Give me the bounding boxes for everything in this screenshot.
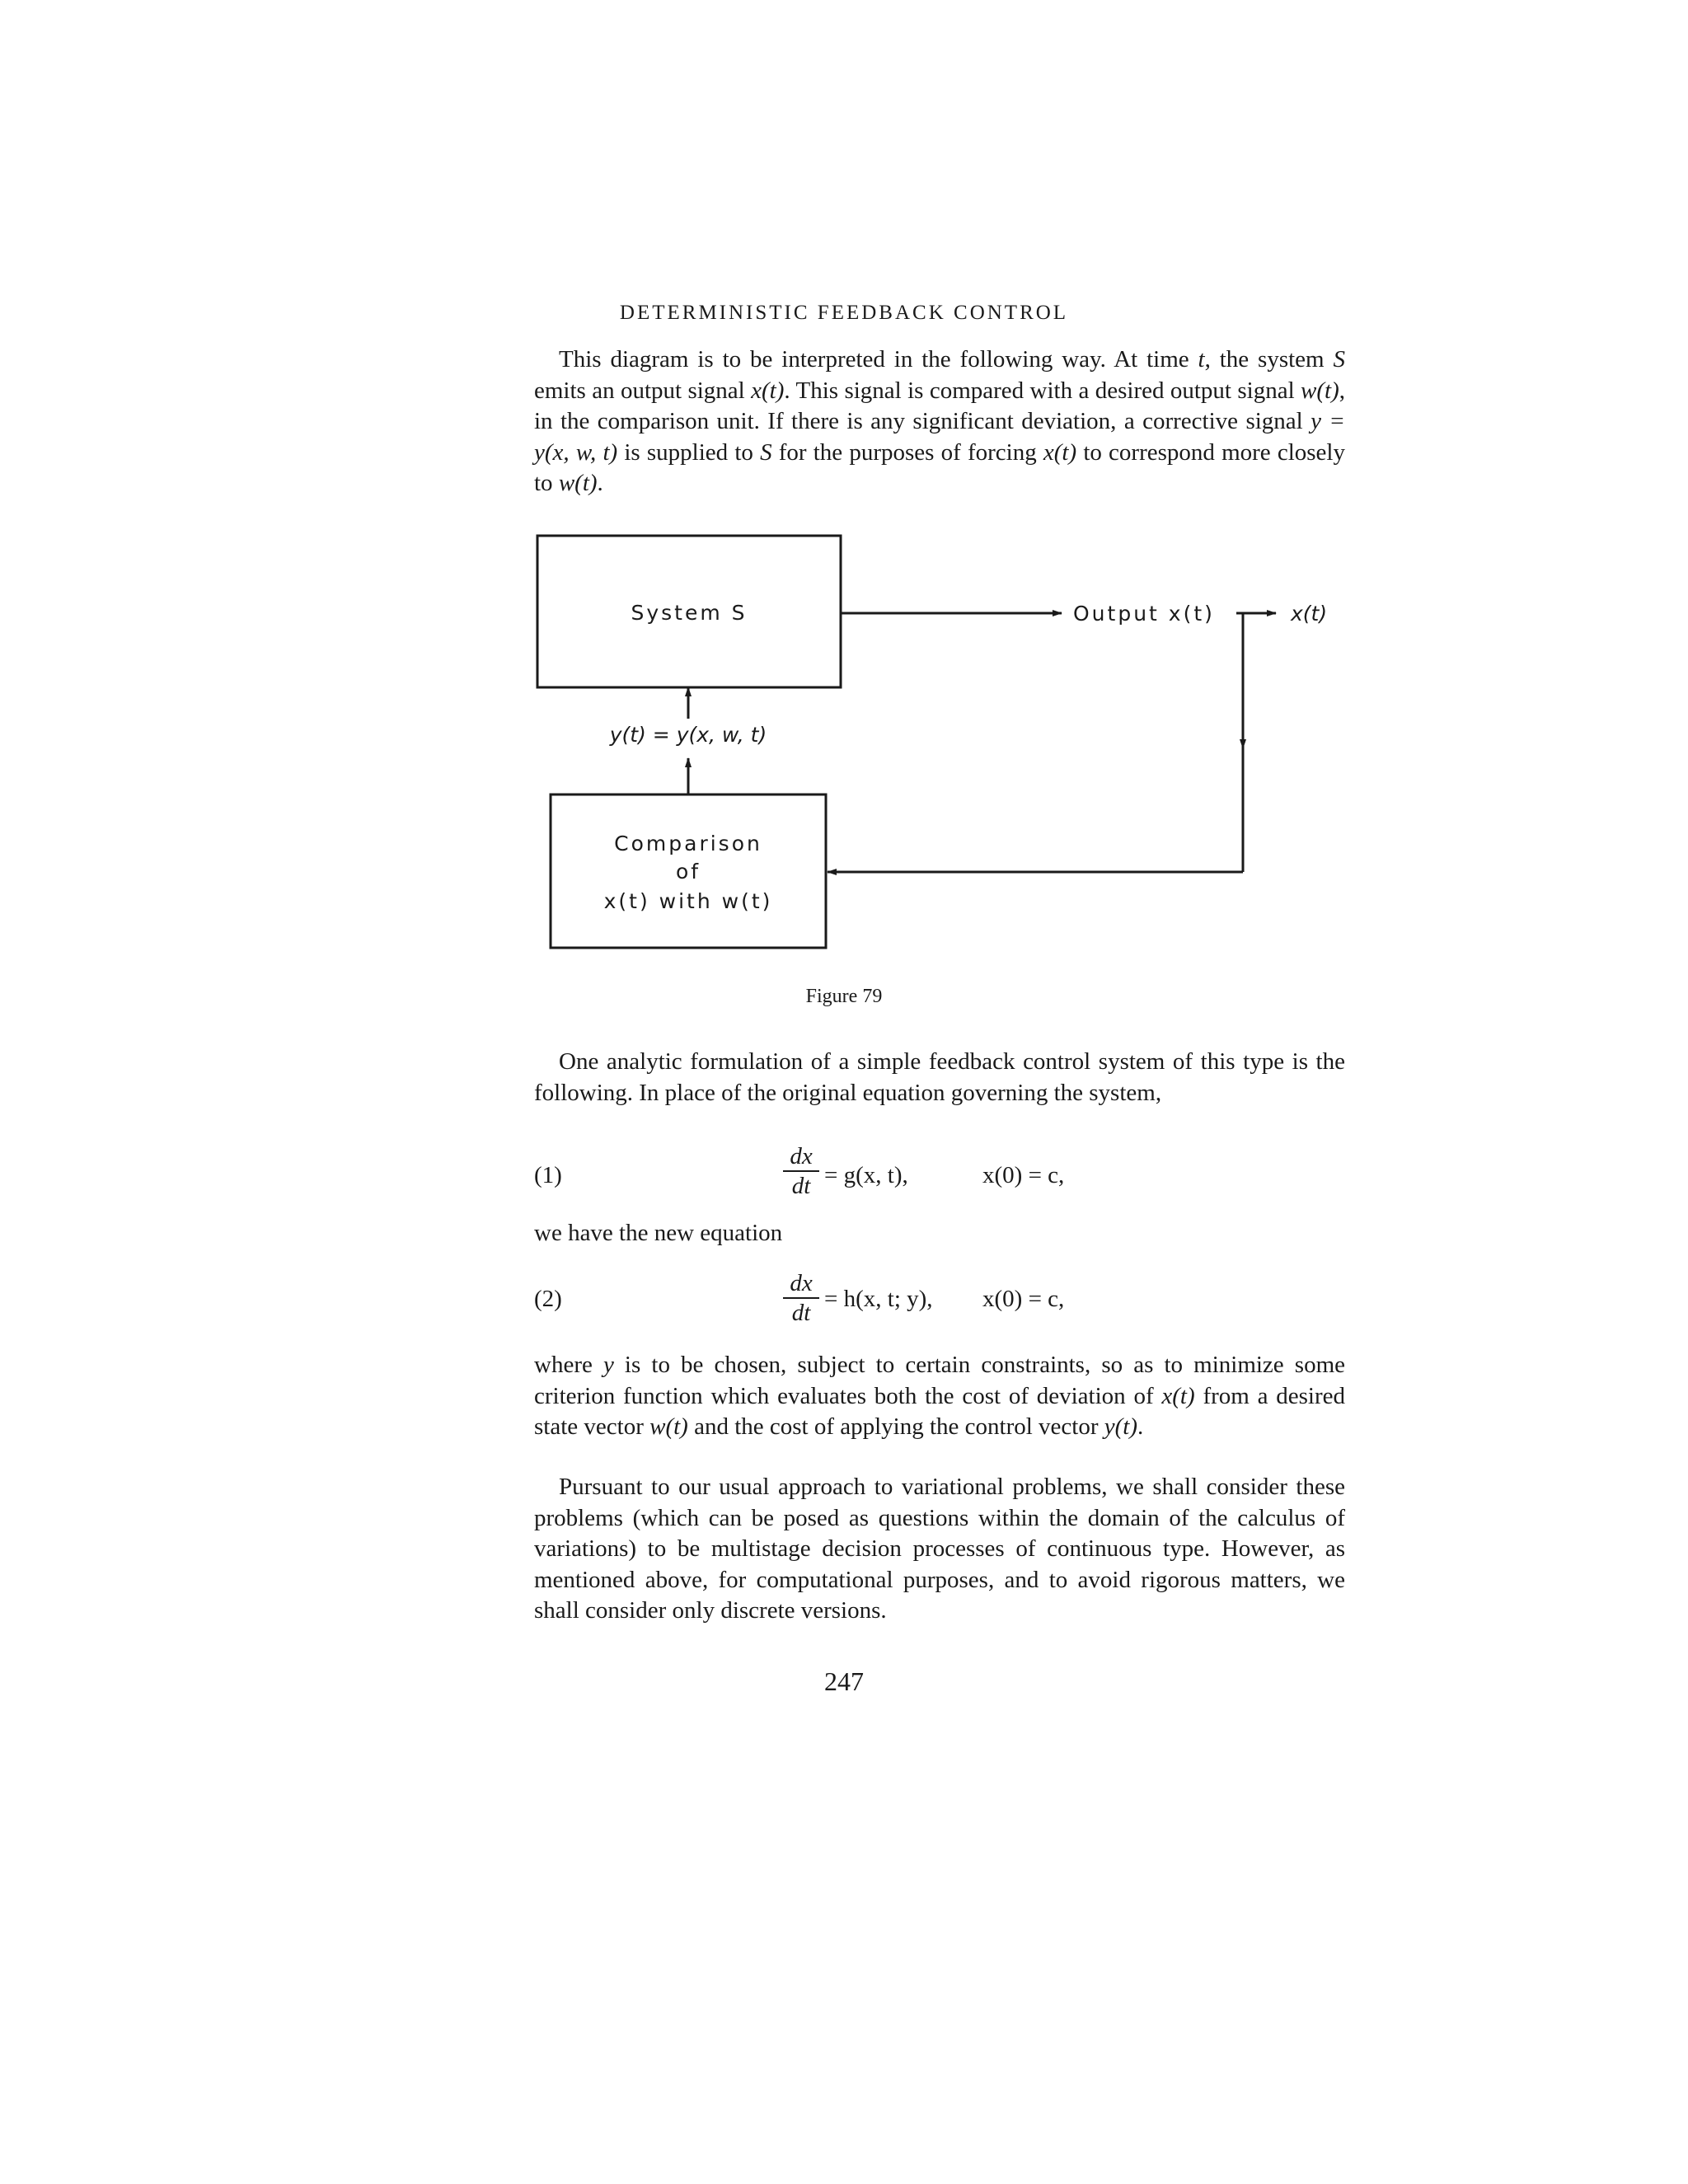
intro-text: .	[597, 470, 603, 496]
eq2-number: (2)	[534, 1286, 562, 1312]
intro-text: is supplied to	[617, 438, 761, 466]
pursuant-paragraph	[534, 1472, 1345, 1627]
intro-math: w(t)	[1301, 377, 1339, 404]
running-header: DETERMINISTIC FEEDBACK CONTROL	[619, 302, 1069, 324]
intro-math: y = y(x, w, t)	[534, 408, 1345, 466]
eq2-fraction	[783, 1269, 819, 1327]
where-text: is to be chosen, subject to certain constraints, so as to minimize some criterion function which evaluates both the cost of deviation of	[534, 1352, 1345, 1409]
where-paragraph	[534, 1350, 1345, 1443]
analytic-paragraph	[534, 1047, 1345, 1108]
page-number: 247	[824, 1666, 864, 1696]
intro-math: t	[1198, 346, 1205, 373]
eq1-numerator: dx	[783, 1142, 819, 1172]
pursuant-text: Pursuant to our usual approach to variational problems, we shall consider these problems (which can be posed as questions within the domain of the calculus of variations) to be multistage decision processes of continuous type. However, as mentioned above, for computational purposes, and to avoid rigorous matters, we shall consider only discrete versions.	[534, 1474, 1345, 1624]
eq1-initial: x(0) = c,	[982, 1162, 1065, 1188]
eq1-number: (1)	[534, 1162, 562, 1188]
intro-text: , the system	[1204, 346, 1334, 373]
eq2-initial: x(0) = c,	[982, 1286, 1065, 1312]
comparison-line1: Comparison	[614, 832, 762, 855]
where-math: y(t)	[1104, 1413, 1138, 1440]
comparison-line3: x(t) with w(t)	[603, 889, 773, 913]
intro-text: emits an output signal	[534, 377, 752, 404]
comparison-line2: of	[675, 860, 701, 883]
figure-caption: Figure 79	[805, 986, 883, 1007]
new-equation-text: we have the new equation	[534, 1220, 783, 1246]
intro-math: S	[760, 438, 772, 466]
where-text: and the cost of applying the control vector	[687, 1413, 1104, 1440]
feedback-diagram	[0, 0, 1688, 972]
intro-text: for the purposes of forcing	[771, 438, 1043, 466]
intro-text: This diagram is to be interpreted in the following way. At time	[559, 346, 1198, 373]
intro-math: w(t)	[558, 470, 598, 496]
intro-math: S	[1333, 346, 1345, 373]
intro-text: . This signal is compared with a desired output signal	[784, 377, 1301, 404]
control-label: y(t) = y(x, w, t)	[609, 723, 767, 747]
where-text: where	[534, 1352, 603, 1378]
output-signal: x(t)	[1291, 602, 1328, 626]
analytic-text: One analytic formulation of a simple feedback control system of this type is the following. In place of the original equation governing the system,	[534, 1048, 1345, 1106]
eq2-denominator: dt	[791, 1300, 811, 1326]
where-math: y	[603, 1352, 614, 1378]
output-label: Output x(t)	[1073, 602, 1215, 626]
eq2-rhs: = h(x, t; y),	[824, 1286, 933, 1312]
eq2-numerator: dx	[783, 1269, 819, 1299]
where-text: .	[1137, 1413, 1144, 1440]
where-text: from a desired state vector	[534, 1382, 1345, 1440]
intro-text: to correspond more closely to	[534, 438, 1345, 496]
eq1-denominator: dt	[791, 1173, 811, 1199]
where-math: w(t)	[649, 1413, 688, 1440]
intro-text: , in the comparison unit. If there is any significant deviation, a corrective signal	[534, 377, 1345, 434]
where-math: x(t)	[1161, 1382, 1195, 1409]
eq1-rhs: = g(x, t),	[824, 1162, 908, 1188]
system-label: System S	[631, 601, 748, 625]
intro-math: x(t)	[751, 377, 785, 404]
eq1-fraction	[783, 1142, 819, 1200]
intro-math: x(t)	[1043, 438, 1077, 466]
